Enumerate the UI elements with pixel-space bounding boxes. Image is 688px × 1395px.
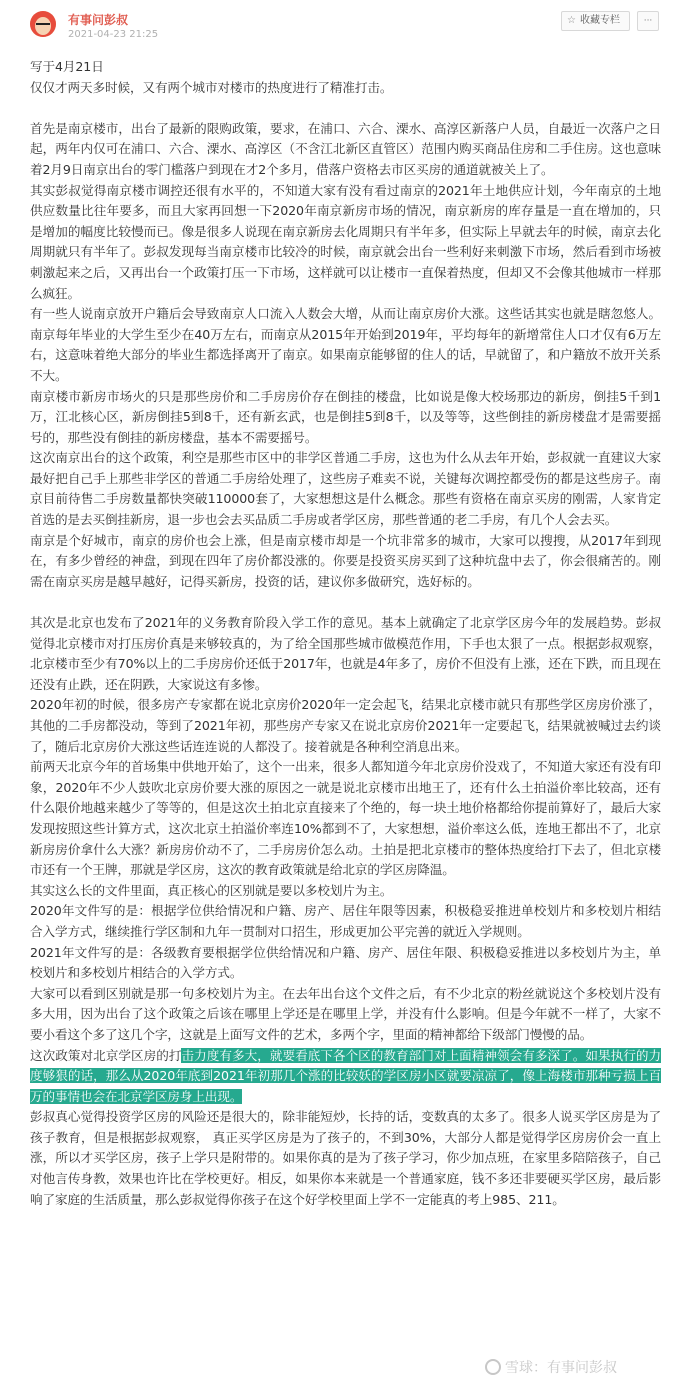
article-paragraph: 其次是北京也发布了2021年的义务教育阶段入学工作的意见。基本上就确定了北京学区房今年的发展趋势。彭叔觉得北京楼市对打压房价真是来够较真的，为了给全国那些城市做模范作用，下手也太狠了一点。根据彭叔观察，北京楼市至少有70%以上的二手房房价还低于2017年，也就是4年多了，房价不但没有上涨，还在下跌，而且现在还没有止跌，还在阴跌，大家说这有多惨。	[30, 615, 661, 692]
article-paragraph: 前两天北京今年的首场集中供地开始了，这个一出来，很多人都知道今年北京房价没戏了，不知道大家还有没有印象，2020年不少人鼓吹北京房价要大涨的原因之一就是说北京楼市出地王了，还有什么土拍溢价率比较高，还有什么限价地越来越少了等等的，但是这次土拍北京直接来了个绝的，每一块土地价格都给你提前算好了，最后大家发现按照这些计算方式，这次北京土拍溢价率连10%都到不了，大家想想，溢价率这么低，连地王都出不了，北京新房房价拿什么大涨？新房房价动不了，二手房房价怎么动。土拍是把北京楼市的整体热度给打下去了，但北京楼市还有一个王牌，那就是学区房，这次的教育政策就是给北京的学区房降温。	[30, 759, 661, 878]
article-paragraph: 写于4月21日	[30, 59, 104, 74]
article-paragraph: 这次南京出台的这个政策，利空是那些市区中的非学区普通二手房，这也为什么从去年开始，彭叔就一直建议大家最好把自己手上那些非学区的普通二手房给处理了，这些房子难卖不说，关键每次调控都受伤的都是这些房子。南京目前待售二手房数量都快突破110000套了，大家想想这是什么概念。那些有资格在南京买房的刚需，人家肯定首选的是去买倒挂新房，退一步也会去买品质二手房或者学区房，那些普通的老二手房，有几个人会去买。	[30, 450, 661, 528]
article-paragraph: 2020年文件写的是：根据学位供给情况和户籍、房产、居住年限等因素，积极稳妥推进单校划片和多校划片相结合入学方式，继续推行学区制和九年一贯制对口招生，形成更加公平完善的就近入学规则。	[30, 903, 661, 939]
article-paragraph: 2021年文件写的是：各级教育要根据学位供给情况和户籍、房产、居住年限、积极稳妥推进以多校划片为主，单校划片和多校划片相结合的入学方式。	[30, 944, 661, 981]
article-paragraph: 其实这么长的文件里面，真正核心的区别就是要以多校划片为主。	[30, 882, 393, 898]
article-paragraph: 彭叔真心觉得投资学区房的风险还是很大的，除非能短炒，长持的话，变数真的太多了。很多人说买学区房是为了孩子教育，但是根据彭叔观察， 真正买学区房是为了孩子的，不到30%，大部分人都是觉得学区房房价会一直上涨，所以才买学区房，孩子上学只是附带的。如果你真的是为了孩子学习，你少加点班，在家里多陪陪孩子，自己对他言传身教，效果也许比在学校更好。相反，如果你本来就是一个普通家庭，钱不多还非要硬买学区房，最后影响了家庭的生活质量，那么彭叔觉得你孩子在这个好学校里面上学不一定能真的考上985、211。	[30, 1109, 661, 1207]
favorite-column-label: 收藏专栏	[580, 15, 620, 26]
paragraph-spacer	[30, 592, 661, 613]
favorite-icon: ☆	[567, 15, 576, 26]
favorite-column-button[interactable]	[561, 11, 630, 31]
xueqiu-logo-icon	[485, 1359, 501, 1375]
author-avatar[interactable]	[30, 11, 56, 37]
avatar-glasses	[36, 23, 50, 29]
article-paragraph: 大家可以看到区别就是那一句多校划片为主。在去年出台这个文件之后，有不少北京的粉丝就说这个多校划片没有多大用，因为出台了这个政策之后该在哪里上学还是在哪里上学，并没有什么影响。但是今年就不一样了，大家不要小看这个多了这几个字，这就是上面写文件的艺术，多两个字，里面的精神都给下级部门慢慢的品。	[30, 985, 661, 1042]
article-body	[30, 57, 661, 1210]
highlighted-text[interactable]: 击力度有多大，就要看底下各个区的教育部门对上面精神领会有多深了。如果执行的力度够狠的话，那么从2020年底到2021年初那几个涨的比较妖的学区房小区就要凉凉了，像上海楼市那种亏损上百万的事情也会在北京学区房身上出现。	[30, 1047, 661, 1104]
highlight-prefix: 这次政策对北京学区房的打	[30, 1047, 182, 1063]
article-paragraph: 2020年初的时候，很多房产专家都在说北京房价2020年一定会起飞，结果北京楼市就只有那些学区房房价涨了，其他的二手房都没动，等到了2021年初，那些房产专家又在说北京房价2021年一定要起飞，结果就被喊过去约谈了，随后北京房价大涨这些话连连说的人都没了。接着就是各种利空消息出来。	[30, 697, 661, 754]
article-header	[0, 0, 688, 52]
watermark-text: 雪球：有事问彭叔	[505, 1360, 617, 1376]
article-paragraph: 仅仅才两天多时候，又有两个城市对楼市的热度进行了精准打击。	[30, 79, 393, 95]
author-name[interactable]: 有事问彭叔	[68, 13, 129, 27]
article-paragraph: 首先是南京楼市，出台了最新的限购政策，要求，在浦口、六合、溧水、高淳区新落户人员，自最近一次落户之日起，两年内仅可在浦口、六合、溧水、高淳区（不含江北新区直管区）范围内购买商品住房和二手住房。这也意味着2月9日南京出台的零门槛落户到现在才2个多月，借落户资格去市区买房的通道就被关上了。	[30, 120, 661, 177]
article-paragraph: 其实彭叔觉得南京楼市调控还很有水平的，不知道大家有没有看过南京的2021年土地供应计划，今年南京的土地供应数量比往年要多，而且大家再回想一下2020年南京新房市场的情况，南京新房的库存量是一直在增加的，只是增加的幅度比较慢而已。像是很多人说现在南京新房去化周期只有半年多，但实际上早就去年的时候，南京去化周期就只有半年了。彭叔发现每当南京楼市比较冷的时候，南京就会出台一些利好来刺激下市场，然后看到市场被刺激起来之后，又再出台一个政策打压一下市场，这样就可以让楼市一直保着热度，但却又不会像其他城市一样那么疯狂。	[30, 182, 661, 301]
more-options-button[interactable]: ···	[637, 11, 659, 31]
paragraph-spacer	[30, 98, 661, 119]
xueqiu-watermark	[485, 1357, 617, 1377]
article-paragraph: 有一些人说南京放开户籍后会导致南京人口流入人数会大增，从而让南京房价大涨。这些话其实也就是瞎忽悠人。南京每年毕业的大学生至少在40万左右，而南京从2015年开始到2019年，平均每年的新增常住人口才仅有6万左右，这意味着绝大部分的毕业生都选择离开了南京。如果南京能够留的住人的话，早就留了，和户籍放不放开关系不大。	[30, 306, 661, 383]
highlighted-paragraph	[30, 1046, 661, 1108]
article-paragraph: 南京楼市新房市场火的只是那些房价和二手房房价存在倒挂的楼盘，比如说是像大校场那边的新房，倒挂5千到1万，江北核心区，新房倒挂5到8千，还有新玄武，也是倒挂5到8千，以及等等，这些倒挂的新房楼盘才是需要摇号的，那些没有倒挂的新房楼盘，基本不需要摇号。	[30, 388, 661, 445]
article-paragraph: 南京是个好城市，南京的房价也会上涨，但是南京楼市却是一个坑非常多的城市，大家可以搜搜，从2017年到现在，有多少曾经的神盘，到现在四年了房价都没涨的。你要是投资买房买到了这种坑盘中去了，你会很痛苦的。刚需在南京买房是越早越好，记得买新房，投资的话，建议你多做研究，选好标的。	[30, 532, 661, 589]
post-date: 2021-04-23 21:25	[68, 29, 159, 40]
